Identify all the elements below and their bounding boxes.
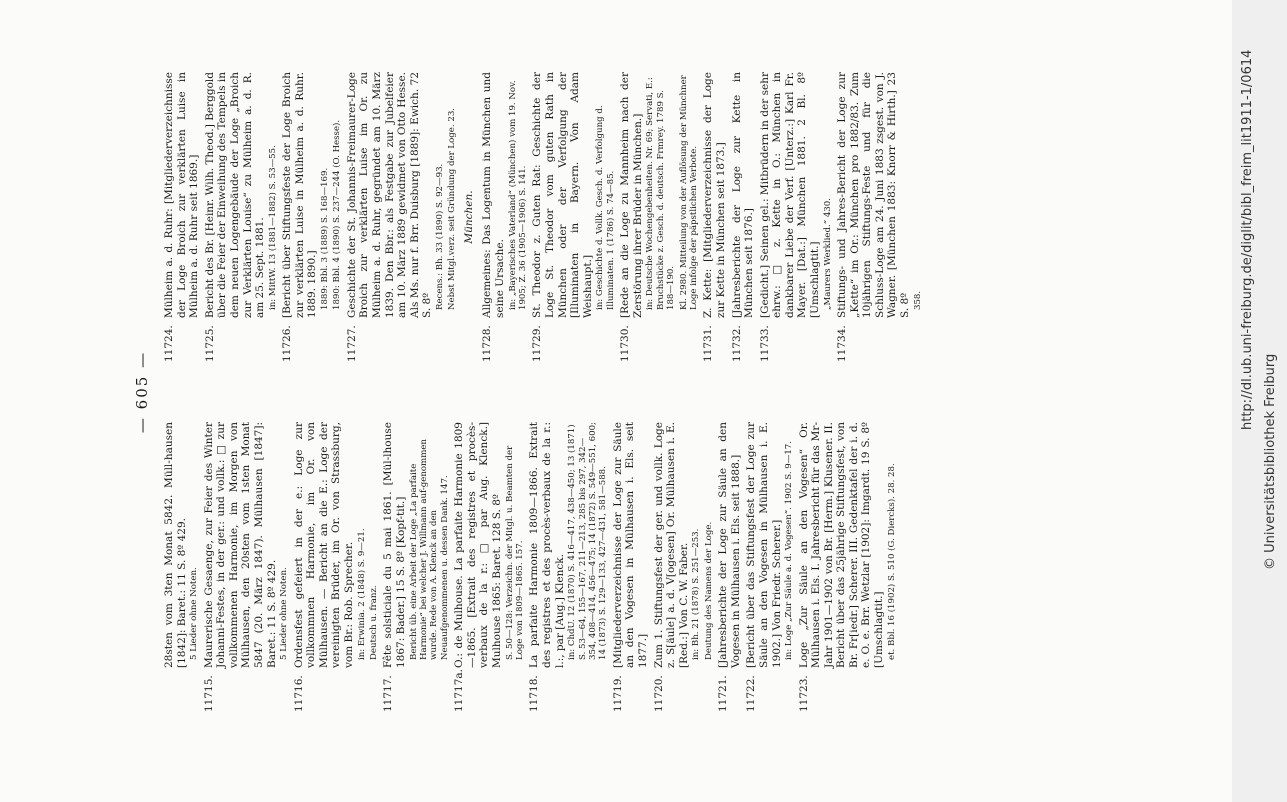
bibliography-entry — [798, 422, 898, 712]
entry-note: in: ChdU. 12 (1870) S. 416—417, 438—450; 13 (1871) S. 53—64, 155—167, 211—213, 285 bis 297, 342—354, 408—414, 456—475; 14 (1872) S. 549—551, 600; 14 (1873) S. 129—133, 427—431, 581—588. — [567, 422, 609, 660]
entry-number: 11719. — [611, 675, 624, 712]
entry-note: Deutsch u. franz. — [368, 585, 379, 660]
entry-number: 11729. — [531, 325, 544, 362]
bibliography-entry — [612, 422, 650, 712]
bibliography-entry — [619, 72, 699, 362]
entry-note: in: Erwinia. 2 (1848) S. 9—21. — [356, 528, 367, 660]
bibliography-entry — [293, 422, 380, 712]
entry-note: S. 50—128: Verzeichn. der Mitgl. u. Beamten der Loge von 1809—1865. 157. — [504, 445, 525, 660]
entry-text: Zum 1. Stiftungsfest der ger. und vollk. Loge z. S[äule] a. d. V[ogesen] Or. Mülhausen i. E. [Red.:] Von C. W. Faber. — [652, 422, 690, 668]
bibliography-entry — [702, 72, 727, 362]
bibliography-entry — [163, 422, 200, 712]
bibliography-entry — [481, 72, 528, 362]
entry-number: 11730. — [619, 325, 632, 362]
entry-text: Fête solsticiale du 5 mai 1861. [Mül-lhouse 1867: Bader.] 15 S. 8º [Kopf-tit.] — [382, 422, 407, 668]
entry-number: 11725. — [203, 325, 216, 362]
entry-number: 11717. — [382, 675, 395, 712]
entry-text: [Rede an die Loge zu Mannheim nach der Zerstörung ihrer Brüder in München.] — [619, 72, 644, 318]
entry-number: 11727. — [345, 325, 358, 362]
bibliography-entry — [203, 422, 290, 712]
entry-note: in: „Bayerisches Vaterland“ (München) vom 19. Nov. 1905; Z. 36 (1905—1906) S. 141. — [507, 80, 528, 310]
entry-number: 11716. — [292, 675, 305, 712]
entry-note: Deutung des Namens der Loge. — [703, 521, 714, 660]
entry-text: Maurerische Gesaenge, zur Feier des Winter Johanni-Festes, in der ger.: und vollk.: □ zur vollkommenen Harmonie, im Morgen von Mülhausen, den 20sten vom 1sten Monat 5847 (20. März 1847). Mülhausen [1847]: Baret.: 11 S. 8º 429. — [202, 422, 278, 668]
entry-note: in: Loge „Zur Säule a. d. Vogesen“. 1902 S. 9—17. — [784, 440, 795, 660]
source-url[interactable]: http://dl.ub.uni-freiburg.de/diglit/bibl_freim_lit1911-1/0614 — [1240, 49, 1255, 430]
left-column — [163, 422, 900, 712]
entry-note: Bericht üb. eine Arbeit der Loge „La parfaite Harmonie“ bei welcher J. Willmann auf-genommen wurde. Rede von A. Klenck an den Neuaufgenommenen u. dessen Dank. 147. — [408, 439, 450, 660]
entry-note: „Maurers Werklied.“ 430. — [822, 198, 833, 310]
bibliography-entry — [204, 72, 278, 362]
entry-note: Kl. 2980. Mitteilung von der Auflösung der Münchner Loge infolge der päpstlichen Verbote. — [678, 75, 699, 310]
entry-text: Ordensfest gefeiert in der e.: Loge zur vollkommnen Harmonie, im Or. von Mülhausen. — Bericht an die E.: Loge der vereinigten Brüder, im Or. von Strassburg, vom Br.: Rob. Sprecher. — [292, 422, 355, 668]
page-number: — 605 — — [133, 350, 151, 434]
entry-note: in: Geschichte d. Vollk. Gesch. d. Verfolgung d. Illuminaten. 1 (1786) S. 74—85. — [595, 105, 616, 310]
entry-number: 11718. — [528, 675, 541, 712]
entry-text: Bericht des Br. [Heinr. Wilh. Theod.] Berggold über die Feier der Einweihung des Tempels in dem neuen Logengebäude der Loge „Broich zur Verklärten Louise“ zu Mülheim a. d. R. am 25. Sept. 1881. — [203, 72, 267, 318]
entry-text: [Jahresberichte der Loge zur Kette in München seit 1876.] — [730, 72, 756, 318]
entry-text: Mülheim a. d. Ruhr: [Mitgliederverzeichnisse der Loge Broich zur verklärten Luise in Mülheim a. d. Ruhr seit 1869.] — [163, 72, 201, 318]
copyright-notice: © Universitätsbibliothek Freiburg — [1263, 353, 1278, 570]
entry-number: 11722. — [745, 675, 758, 712]
section-heading: München. — [462, 190, 475, 244]
bibliography-entry — [731, 72, 756, 362]
bibliography-entry — [717, 422, 742, 712]
entry-note: Recens.: Bh. 33 (1890) S. 92—93. — [434, 163, 445, 310]
bibliography-entry — [653, 422, 715, 712]
entry-number: 11726. — [281, 325, 294, 362]
entry-number: 11721. — [717, 675, 730, 712]
entry-note: 5 Lieder ohne Noten. — [279, 567, 290, 660]
entry-note: in: Bh. 21 (1878) S. 251—253. — [691, 528, 702, 660]
bibliography-entry — [759, 72, 833, 362]
entry-text: Z. Kette: [Mitgliederverzeichnisse der Loge zur Kette in München seit 1873.] — [702, 72, 727, 318]
entry-text: St. Theodor z. Guten Rat: Geschichte der Loge St. Theodor vom guten Rath in München oder der Verfolgung der [Illuminaten in Bayern. Von Adam Weishaupt.] — [531, 72, 594, 318]
bibliography-page — [25, 72, 1225, 712]
entry-text: 28sten vom 3ten Monat 5842. Müll-hausen [1842]: Baret.: 11 S. 8º 429. — [163, 422, 188, 668]
entry-note: in: MittW. 13 (1881—1882) S. 53—55. — [267, 145, 278, 310]
entry-number: 11715. — [202, 675, 215, 712]
bibliography-entry — [531, 72, 616, 362]
bibliography-entry — [453, 422, 525, 712]
entry-text: La parfaite Harmonie 1809—1866. Extrait des registres et des procès-verbaux de la r.: l.:, par [Aug.] Klenck. — [528, 422, 566, 668]
entry-text: Geschichte der St. Johannis-Freimaurer-Loge Broich zur verklärten Luise im Or. zu Mülheim a. d. Ruhr, gegründet am 10. März 1839. Den Bbr.: als Festgabe zur Jubelfeier am 10. März 1889 gewidmet von Otto Hesse. Als Ms. nur f. Brr. Duisburg [1889]: Ewich. 72 S. 8º — [345, 72, 434, 318]
entry-text: Stiftungs- und Jahres-Bericht der Loge zur „Kette“ im Or.: München pro 1882/83. Zum 10jährigen Stiftungs-Feste und für die Schluss-Loge am 24. Juni 1883 zsgest. von J. Wagner. [München 1883: Knorr & Hirth.] 23 S. 8º — [836, 72, 912, 318]
entry-note: Nebst Mitgl.verz. seit Gründung der Loge. 23. — [447, 107, 458, 310]
bibliography-entry — [382, 422, 450, 712]
entry-text: [Jahresberichte der Loge zur Säule an den Vogesen in Mülhausen i. Els. seit 1888.] — [717, 422, 742, 668]
entry-number: 11724. — [163, 325, 175, 362]
entry-text: [Mitgliederverzeichnisse der Loge zur Säule an den Vogesen in Mülhausen i. Els. seit 1877.] — [611, 422, 649, 668]
entry-text: [Gedicht.] Seinen gel.: Mitbrüdern in der sehr ehrw.: □ z. Kette in O.: München in dankbarer Liebe der Verf. [Unterz.:] Karl Fr. Mayer. [Dat.:] München 1881. 2 Bl. 8º [Umschlagtit.] — [758, 72, 822, 318]
entry-note: 5 Lieder ohne Noten. — [189, 567, 200, 660]
entry-note: 1890: Bbl. 4 (1890) S. 237—244 (O. Hesse). — [332, 119, 343, 310]
entry-note: 1889: Bbl. 3 (1889) S. 168—169. — [319, 167, 330, 310]
entry-number: 11734. — [836, 325, 849, 362]
entry-number: 11717a. — [453, 669, 466, 712]
entry-text: Loge „Zur Säule an den Vogesen“ Or. Mülhausen i. Els. I. Jahresbericht für das Mr-Jahr 1901—1902 von Br. [Herm.] Klusener. II. Bericht über das 25jährige Stiftungsfest, von Br. Fr[iedr.] Scherer. III. Gedenktafel der i. d. e. O. e. Brr. Wetzlar [1902]: Imgardt. 19 S. 8º [Umschlagtit.] — [797, 422, 886, 668]
bibliography-entry — [528, 422, 608, 712]
bibliography-entry — [281, 72, 343, 362]
entry-number: 11720. — [652, 675, 665, 712]
entry-note: 358. — [912, 290, 923, 310]
bibliography-entry — [163, 72, 201, 362]
entry-number: 11723. — [797, 675, 810, 712]
entry-text: O.: de Mulhouse. La parfaite Harmonie 1809—1865. [Extrait des registres et procès-verbaux de la r.: □ par Aug. Klenck.] Mulhouse 1865: Baret. 128 S. 8º — [453, 422, 503, 668]
entry-number: 11731. — [702, 325, 715, 362]
entry-number: 11733. — [758, 325, 771, 362]
bibliography-entry — [745, 422, 794, 712]
entry-number: 11728. — [481, 325, 494, 362]
bibliography-entry — [346, 72, 458, 362]
entry-number: 11732. — [730, 325, 743, 362]
entry-text: Allgemeines: Das Logentum in München und seine Ursache. — [481, 72, 506, 318]
viewer-sidebar — [1232, 0, 1287, 802]
entry-text: [Bericht über das Stiftungsfest der Loge zur Säule an den Vogesen in Mülhausen i. E. 1902.] Von Friedr. Scherer.] — [745, 422, 783, 668]
entry-note: et. Bbl. 16 (1902) S. 510 (G. Diercks). 28. 28. — [886, 463, 897, 660]
bibliography-entry — [836, 72, 923, 362]
entry-note: in: Deutsche Wochengebenheiten. Nr. 69; Servati, E.: Bruchstücke z. Gesch. d. deutsch. Frmrey. 1789 S. 188—190. — [645, 77, 677, 310]
right-column — [163, 72, 926, 362]
entry-text: [Bericht über Stiftungsfeste der Loge Broich zur verklärten Luise in Mülheim a. d. Ruhr. 1889. 1890.] — [281, 72, 319, 318]
